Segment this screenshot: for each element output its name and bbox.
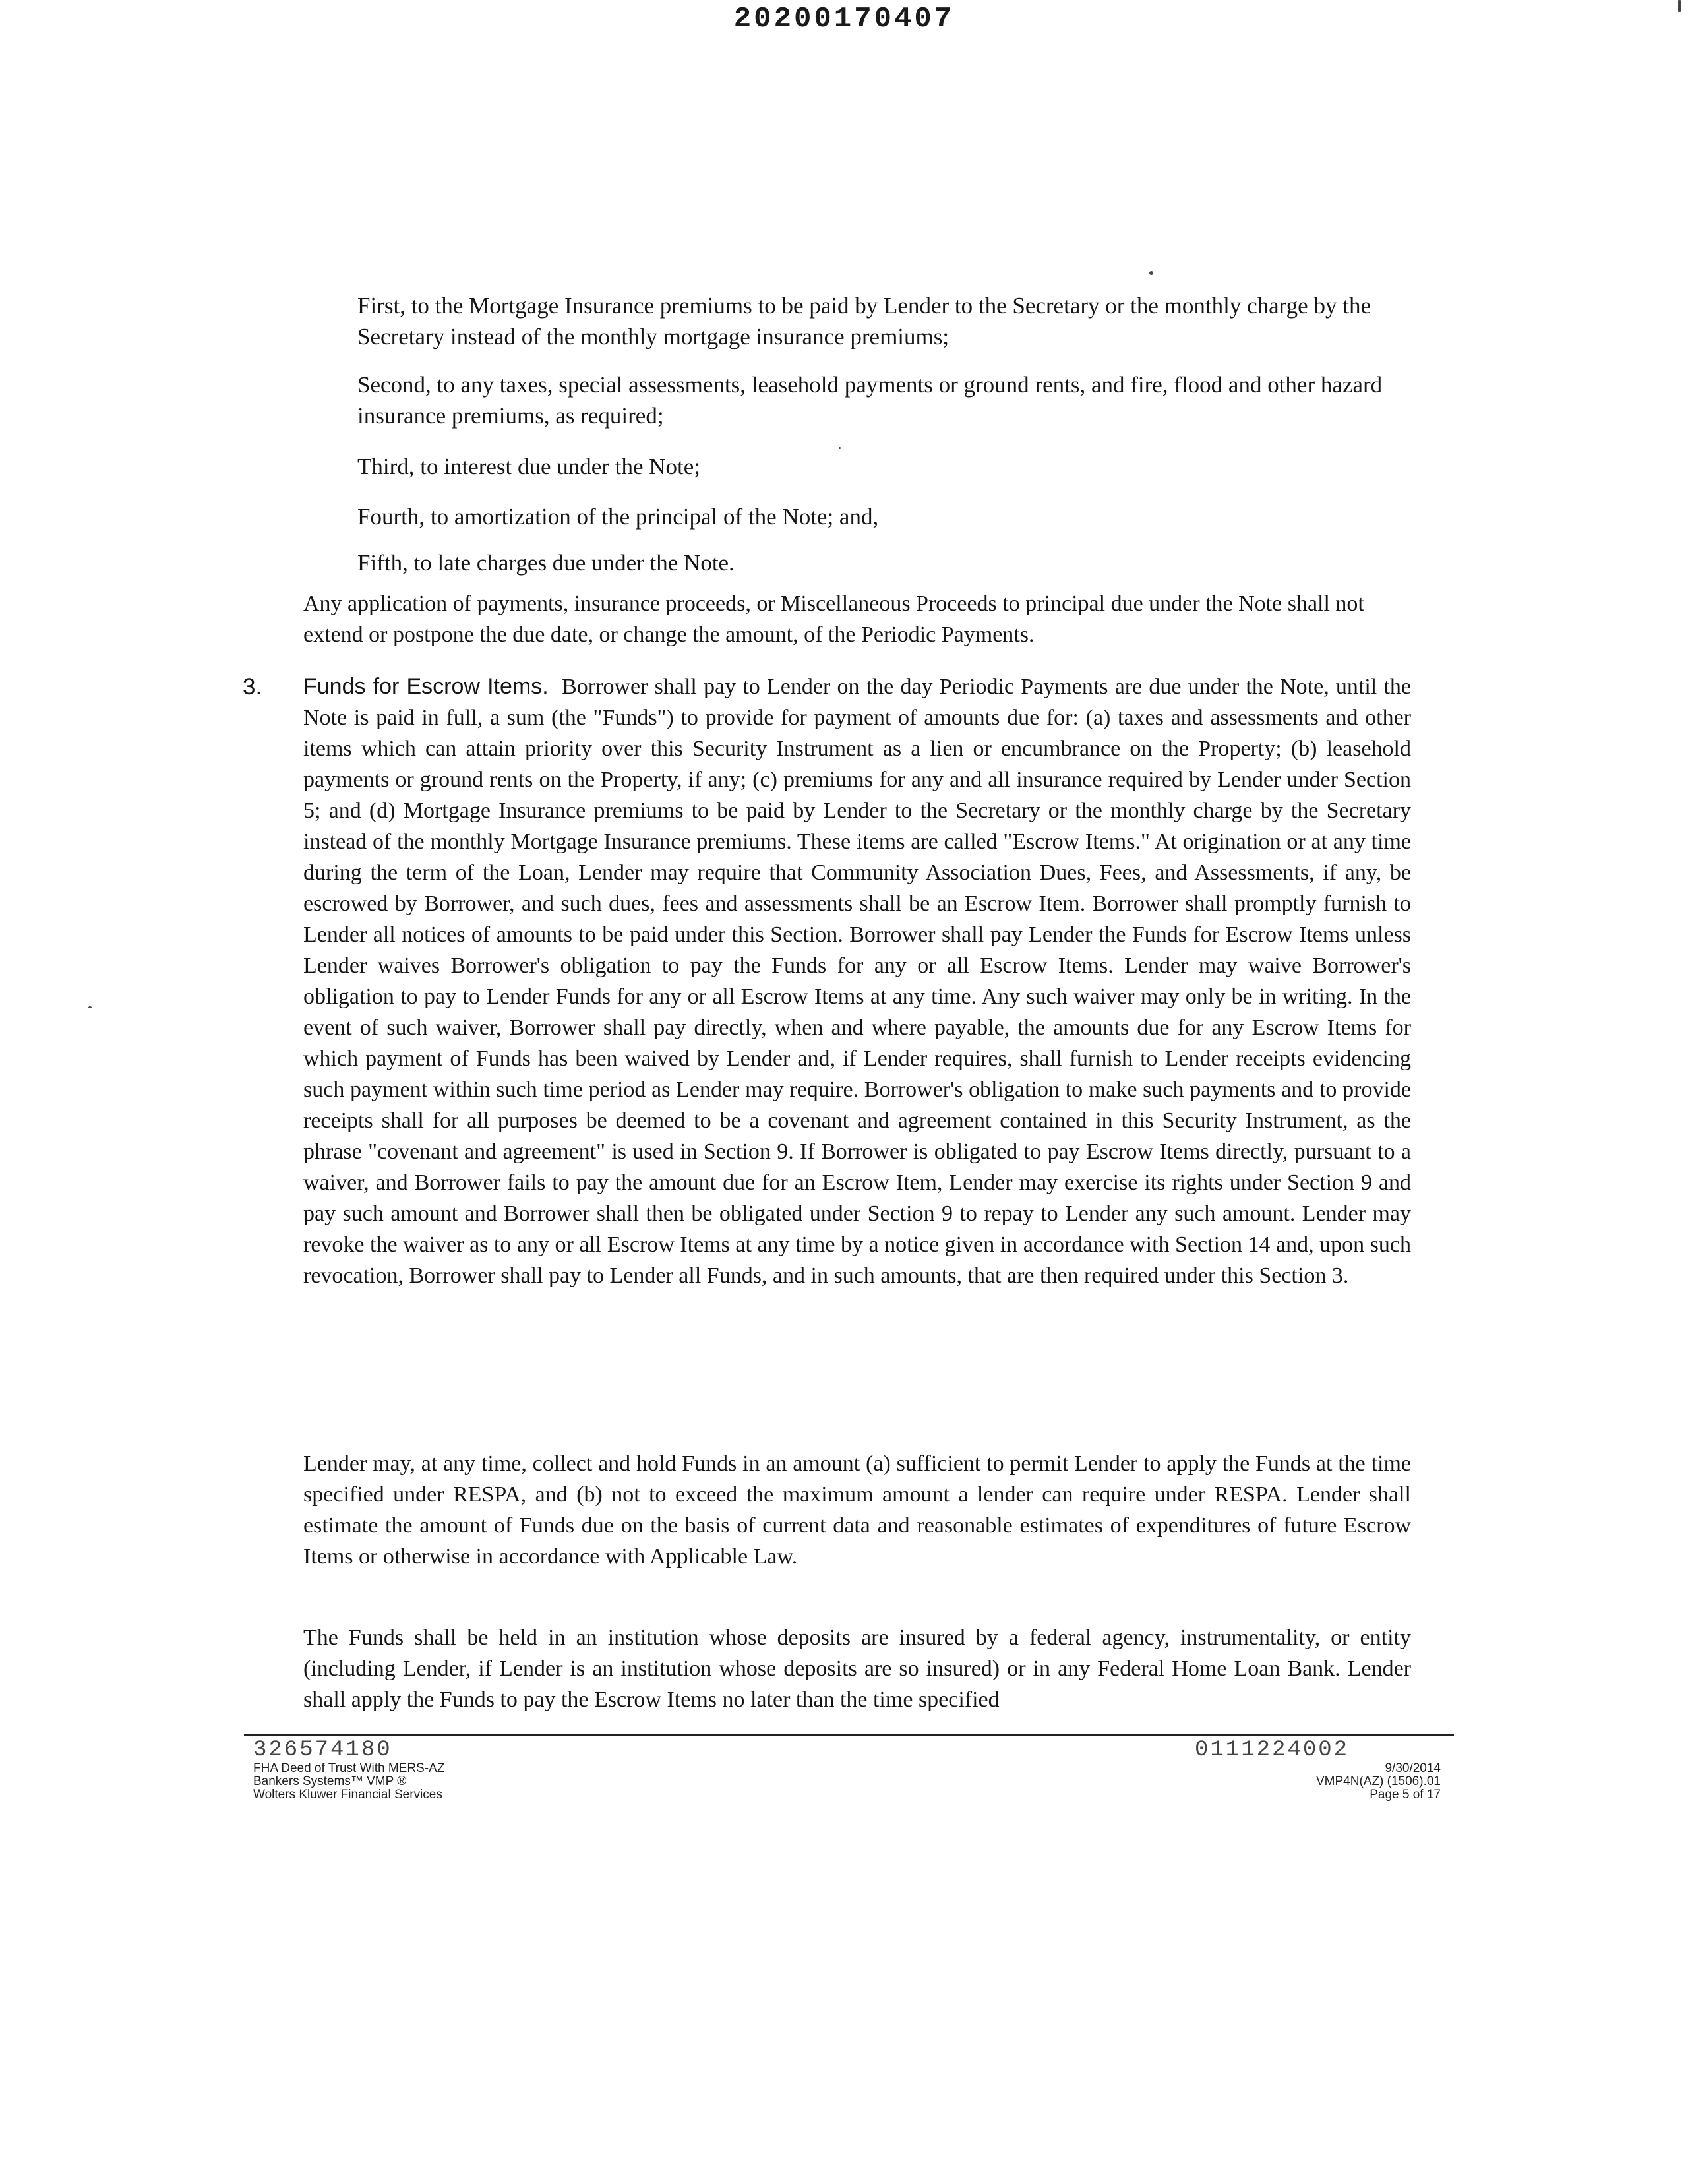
footer-left [253,1738,622,1802]
paragraph-lender-collect: Lender may, at any time, collect and hold Funds in an amount (a) sufficient to permit Lender to apply the Funds at the time specified under RESPA, and (b) not to exceed the maximum amount a lender can require under RESPA. Lender shall estimate the amount of Funds due on the basis of current data and reasonable estimates of expenditures of future Escrow Items or otherwise in accordance with Applicable Law. [303,1451,1411,1569]
company-name: Wolters Kluwer Financial Services [253,1788,442,1802]
application-step-second: Second, to any taxes, special assessments, leasehold payments or ground rents, and fire, flood and other hazard insurance premiums, as required; [357,372,1383,429]
form-code: VMP4N(AZ) (1506).01 [1315,1774,1441,1788]
application-step-third: Third, to interest due under the Note; [357,454,700,479]
page-number: Page 5 of 17 [1370,1788,1441,1802]
footer-divider [244,1734,1454,1736]
scan-speck [839,447,841,449]
application-step-fifth: Fifth, to late charges due under the Note. [357,550,735,576]
paragraph-funds-held: The Funds shall be held in an institution whose deposits are insured by a federal agency, instrumentality, or entity (including Lender, if Lender is an institution whose deposits are so insured) or in any Federal Home Loan Bank. Lender shall apply the Funds to pay the Escrow Items no later than the time specified [303,1625,1411,1712]
scan-speck [88,1006,92,1008]
document-number: 0111224002 [1195,1738,1350,1763]
section-number: 3. [243,674,262,700]
publisher: Bankers Systems™ VMP ® [253,1774,407,1788]
footer-right [1081,1738,1441,1802]
loan-number: 326574180 [253,1738,392,1763]
section-3-paragraph [303,671,1411,1291]
form-name: FHA Deed of Trust With MERS-AZ [253,1761,445,1775]
recording-number: 20200170407 [733,3,955,36]
application-step-fourth: Fourth, to amortization of the principal of the Note; and, [357,504,879,530]
form-date: 9/30/2014 [1385,1761,1441,1775]
section-3-text: Borrower shall pay to Lender on the day Periodic Payments are due under the Note, until the Note is paid in full, a sum (the "Funds") to provide for payment of amounts due for: (a) taxes and assessments and other items which can attain priority over this Security Instrument as a lien or encumbrance on the Property; (b) leasehold payments or ground rents on the Property, if any; (c) premiums for any and all insurance required by Lender under Section 5; and (d) Mortgage Insurance premiums to be paid by Lender to the Secretary or the monthly charge by the Secretary instead of the monthly Mortgage Insurance premiums. These items are called "Escrow Items." At origination or at any time during the term of the Loan, Lender may require that Community Association Dues, Fees, and Assessments, if any, be escrowed by Borrower, and such dues, fees and assessments shall be an Escrow Item. Borrower shall promptly furnish to Lender all notices of amounts to be paid under this Section. Borrower shall pay Lender the Funds for Escrow Items unless Lender waives Borrower's obligation to pay the Funds for any or all Escrow Items. Lender may waive Borrower's obligation to pay to Lender Funds for any or all Escrow Items at any time. Any such waiver may only be in writing. In the event of such waiver, Borrower shall pay directly, when and where payable, the amounts due for any Escrow Items for which payment of Funds has been waived by Lender and, if Lender requires, shall furnish to Lender receipts evidencing such payment within such time period as Lender may require. Borrower's obligation to make such payments and to provide receipts shall for all purposes be deemed to be a covenant and agreement contained in this Security Instrument, as the phrase "covenant and agreement" is used in Section 9. If Borrower is obligated to pay Escrow Items directly, pursuant to a waiver, and Borrower fails to pay the amount due for an Escrow Item, Lender may exercise its rights under Section 9 and pay such amount and Borrower shall then be obligated under Section 9 to repay to Lender any such amount. Lender may revoke the waiver as to any or all Escrow Items at any time by a notice given in accordance with Section 14 and, upon such revocation, Borrower shall pay to Lender all Funds, and in such amounts, that are then required under this Section 3. [303,675,1412,1288]
scan-speck [1678,0,1681,12]
application-step-first: First, to the Mortgage Insurance premiums to be paid by Lender to the Secretary or the monthly charge by the Secretary instead of the monthly mortgage insurance premiums; [357,293,1371,349]
application-summary: Any application of payments, insurance proceeds, or Miscellaneous Proceeds to principal due under the Note shall not extend or postpone the due date, or change the amount, of the Periodic Payments. [303,592,1364,647]
section-heading: Funds for Escrow Items. [303,674,549,699]
scan-speck [1149,271,1153,275]
